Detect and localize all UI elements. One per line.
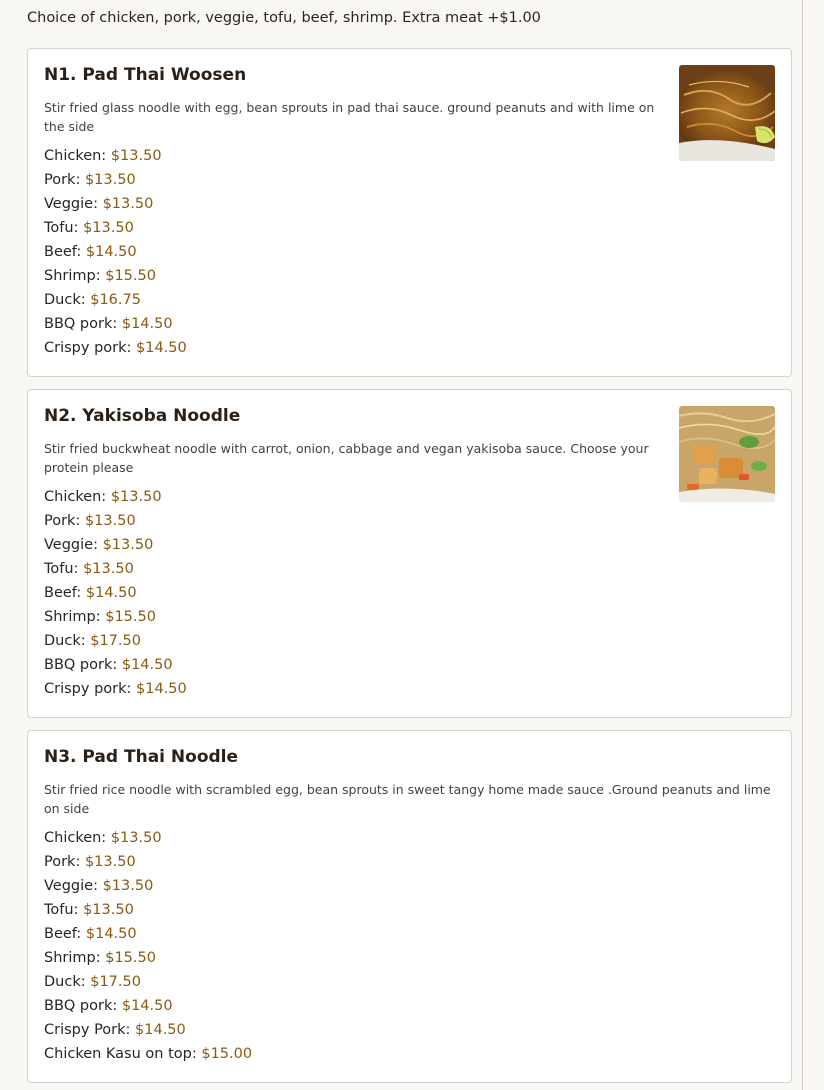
price-value: $13.50 xyxy=(84,513,136,529)
price-row xyxy=(44,533,187,557)
price-row xyxy=(44,581,187,605)
price-label: Veggie: xyxy=(44,537,98,553)
price-row xyxy=(44,144,187,168)
price-value: $14.50 xyxy=(121,998,173,1014)
price-value: $15.50 xyxy=(105,950,156,966)
price-row xyxy=(44,946,252,970)
price-label: Veggie: xyxy=(44,196,98,212)
price-row xyxy=(44,216,187,240)
price-value: $13.50 xyxy=(102,537,154,553)
price-value: $17.50 xyxy=(90,974,141,990)
price-label: Chicken: xyxy=(44,830,107,846)
item-description: Stir fried buckwheat noodle with carrot, onion, cabbage and vegan yakisoba sauce. Choose your protein please xyxy=(44,441,649,475)
price-value: $17.50 xyxy=(90,633,141,649)
price-label: Pork: xyxy=(44,513,81,529)
price-row xyxy=(44,1018,252,1042)
price-value: $13.50 xyxy=(83,220,134,236)
price-label: Duck: xyxy=(44,633,86,649)
price-row xyxy=(44,264,187,288)
price-value: $14.50 xyxy=(135,1022,186,1038)
category-note: Choice of chicken, pork, veggie, tofu, beef, shrimp. Extra meat +$1.00 xyxy=(27,10,541,26)
price-label: Crispy pork: xyxy=(44,681,132,697)
price-row xyxy=(44,898,252,922)
price-value: $13.50 xyxy=(83,561,134,577)
price-row xyxy=(44,240,187,264)
price-row xyxy=(44,922,252,946)
price-row xyxy=(44,994,252,1018)
price-label: Beef: xyxy=(44,926,82,942)
price-value: $14.50 xyxy=(136,340,187,356)
price-value: $13.50 xyxy=(84,854,136,870)
price-label: Tofu: xyxy=(44,220,79,236)
price-row xyxy=(44,970,252,994)
price-row xyxy=(44,312,187,336)
price-value: $15.00 xyxy=(201,1046,253,1062)
price-label: Shrimp: xyxy=(44,268,101,284)
price-label: BBQ pork: xyxy=(44,316,118,332)
price-row xyxy=(44,605,187,629)
price-row xyxy=(44,168,187,192)
price-list xyxy=(44,485,187,701)
price-label: Beef: xyxy=(44,585,82,601)
price-value: $13.50 xyxy=(102,878,154,894)
price-value: $15.50 xyxy=(105,268,156,284)
price-label: BBQ pork: xyxy=(44,998,118,1014)
price-row xyxy=(44,336,187,360)
price-row xyxy=(44,288,187,312)
price-row xyxy=(44,629,187,653)
price-label: Chicken Kasu on top: xyxy=(44,1046,197,1062)
price-row xyxy=(44,874,252,898)
item-title: N3. Pad Thai Noodle xyxy=(44,747,239,767)
price-row xyxy=(44,485,187,509)
price-value: $13.50 xyxy=(110,830,162,846)
price-label: Chicken: xyxy=(44,489,107,505)
price-row xyxy=(44,653,187,677)
menu-item-card-n3[interactable] xyxy=(27,730,792,1083)
price-label: Shrimp: xyxy=(44,609,101,625)
price-value: $13.50 xyxy=(110,489,162,505)
price-row xyxy=(44,557,187,581)
item-title: N1. Pad Thai Woosen xyxy=(44,65,247,85)
price-value: $14.50 xyxy=(121,657,173,673)
item-description: Stir fried rice noodle with scrambled egg, bean sprouts in sweet tangy home made sauce .Ground peanuts and lime on side xyxy=(44,782,771,816)
item-description: Stir fried glass noodle with egg, bean sprouts in pad thai sauce. ground peanuts and with lime on the side xyxy=(44,100,655,134)
price-row xyxy=(44,850,252,874)
price-label: Duck: xyxy=(44,974,86,990)
price-label: Veggie: xyxy=(44,878,98,894)
price-label: Crispy pork: xyxy=(44,340,132,356)
price-value: $14.50 xyxy=(136,681,187,697)
price-list xyxy=(44,826,252,1066)
menu-item-card-n1[interactable] xyxy=(27,48,792,377)
price-label: Tofu: xyxy=(44,561,79,577)
price-label: Pork: xyxy=(44,172,81,188)
price-value: $14.50 xyxy=(85,244,137,260)
menu-item-card-n2[interactable] xyxy=(27,389,792,718)
price-row xyxy=(44,826,252,850)
yakisoba-noodle-photo[interactable] xyxy=(679,406,775,502)
pad-thai-woosen-photo[interactable] xyxy=(679,65,775,161)
price-value: $14.50 xyxy=(85,585,137,601)
price-label: Beef: xyxy=(44,244,82,260)
price-row xyxy=(44,192,187,216)
price-row xyxy=(44,677,187,701)
price-value: $14.50 xyxy=(85,926,137,942)
price-value: $16.75 xyxy=(90,292,141,308)
price-label: BBQ pork: xyxy=(44,657,118,673)
price-label: Crispy Pork: xyxy=(44,1022,131,1038)
price-value: $15.50 xyxy=(105,609,156,625)
price-value: $13.50 xyxy=(110,148,162,164)
price-label: Pork: xyxy=(44,854,81,870)
price-row xyxy=(44,509,187,533)
price-row xyxy=(44,1042,252,1066)
price-value: $13.50 xyxy=(83,902,134,918)
price-list xyxy=(44,144,187,360)
price-value: $13.50 xyxy=(102,196,154,212)
price-label: Tofu: xyxy=(44,902,79,918)
price-value: $13.50 xyxy=(84,172,136,188)
item-title: N2. Yakisoba Noodle xyxy=(44,406,241,426)
price-label: Duck: xyxy=(44,292,86,308)
price-label: Shrimp: xyxy=(44,950,101,966)
price-value: $14.50 xyxy=(121,316,173,332)
price-label: Chicken: xyxy=(44,148,107,164)
